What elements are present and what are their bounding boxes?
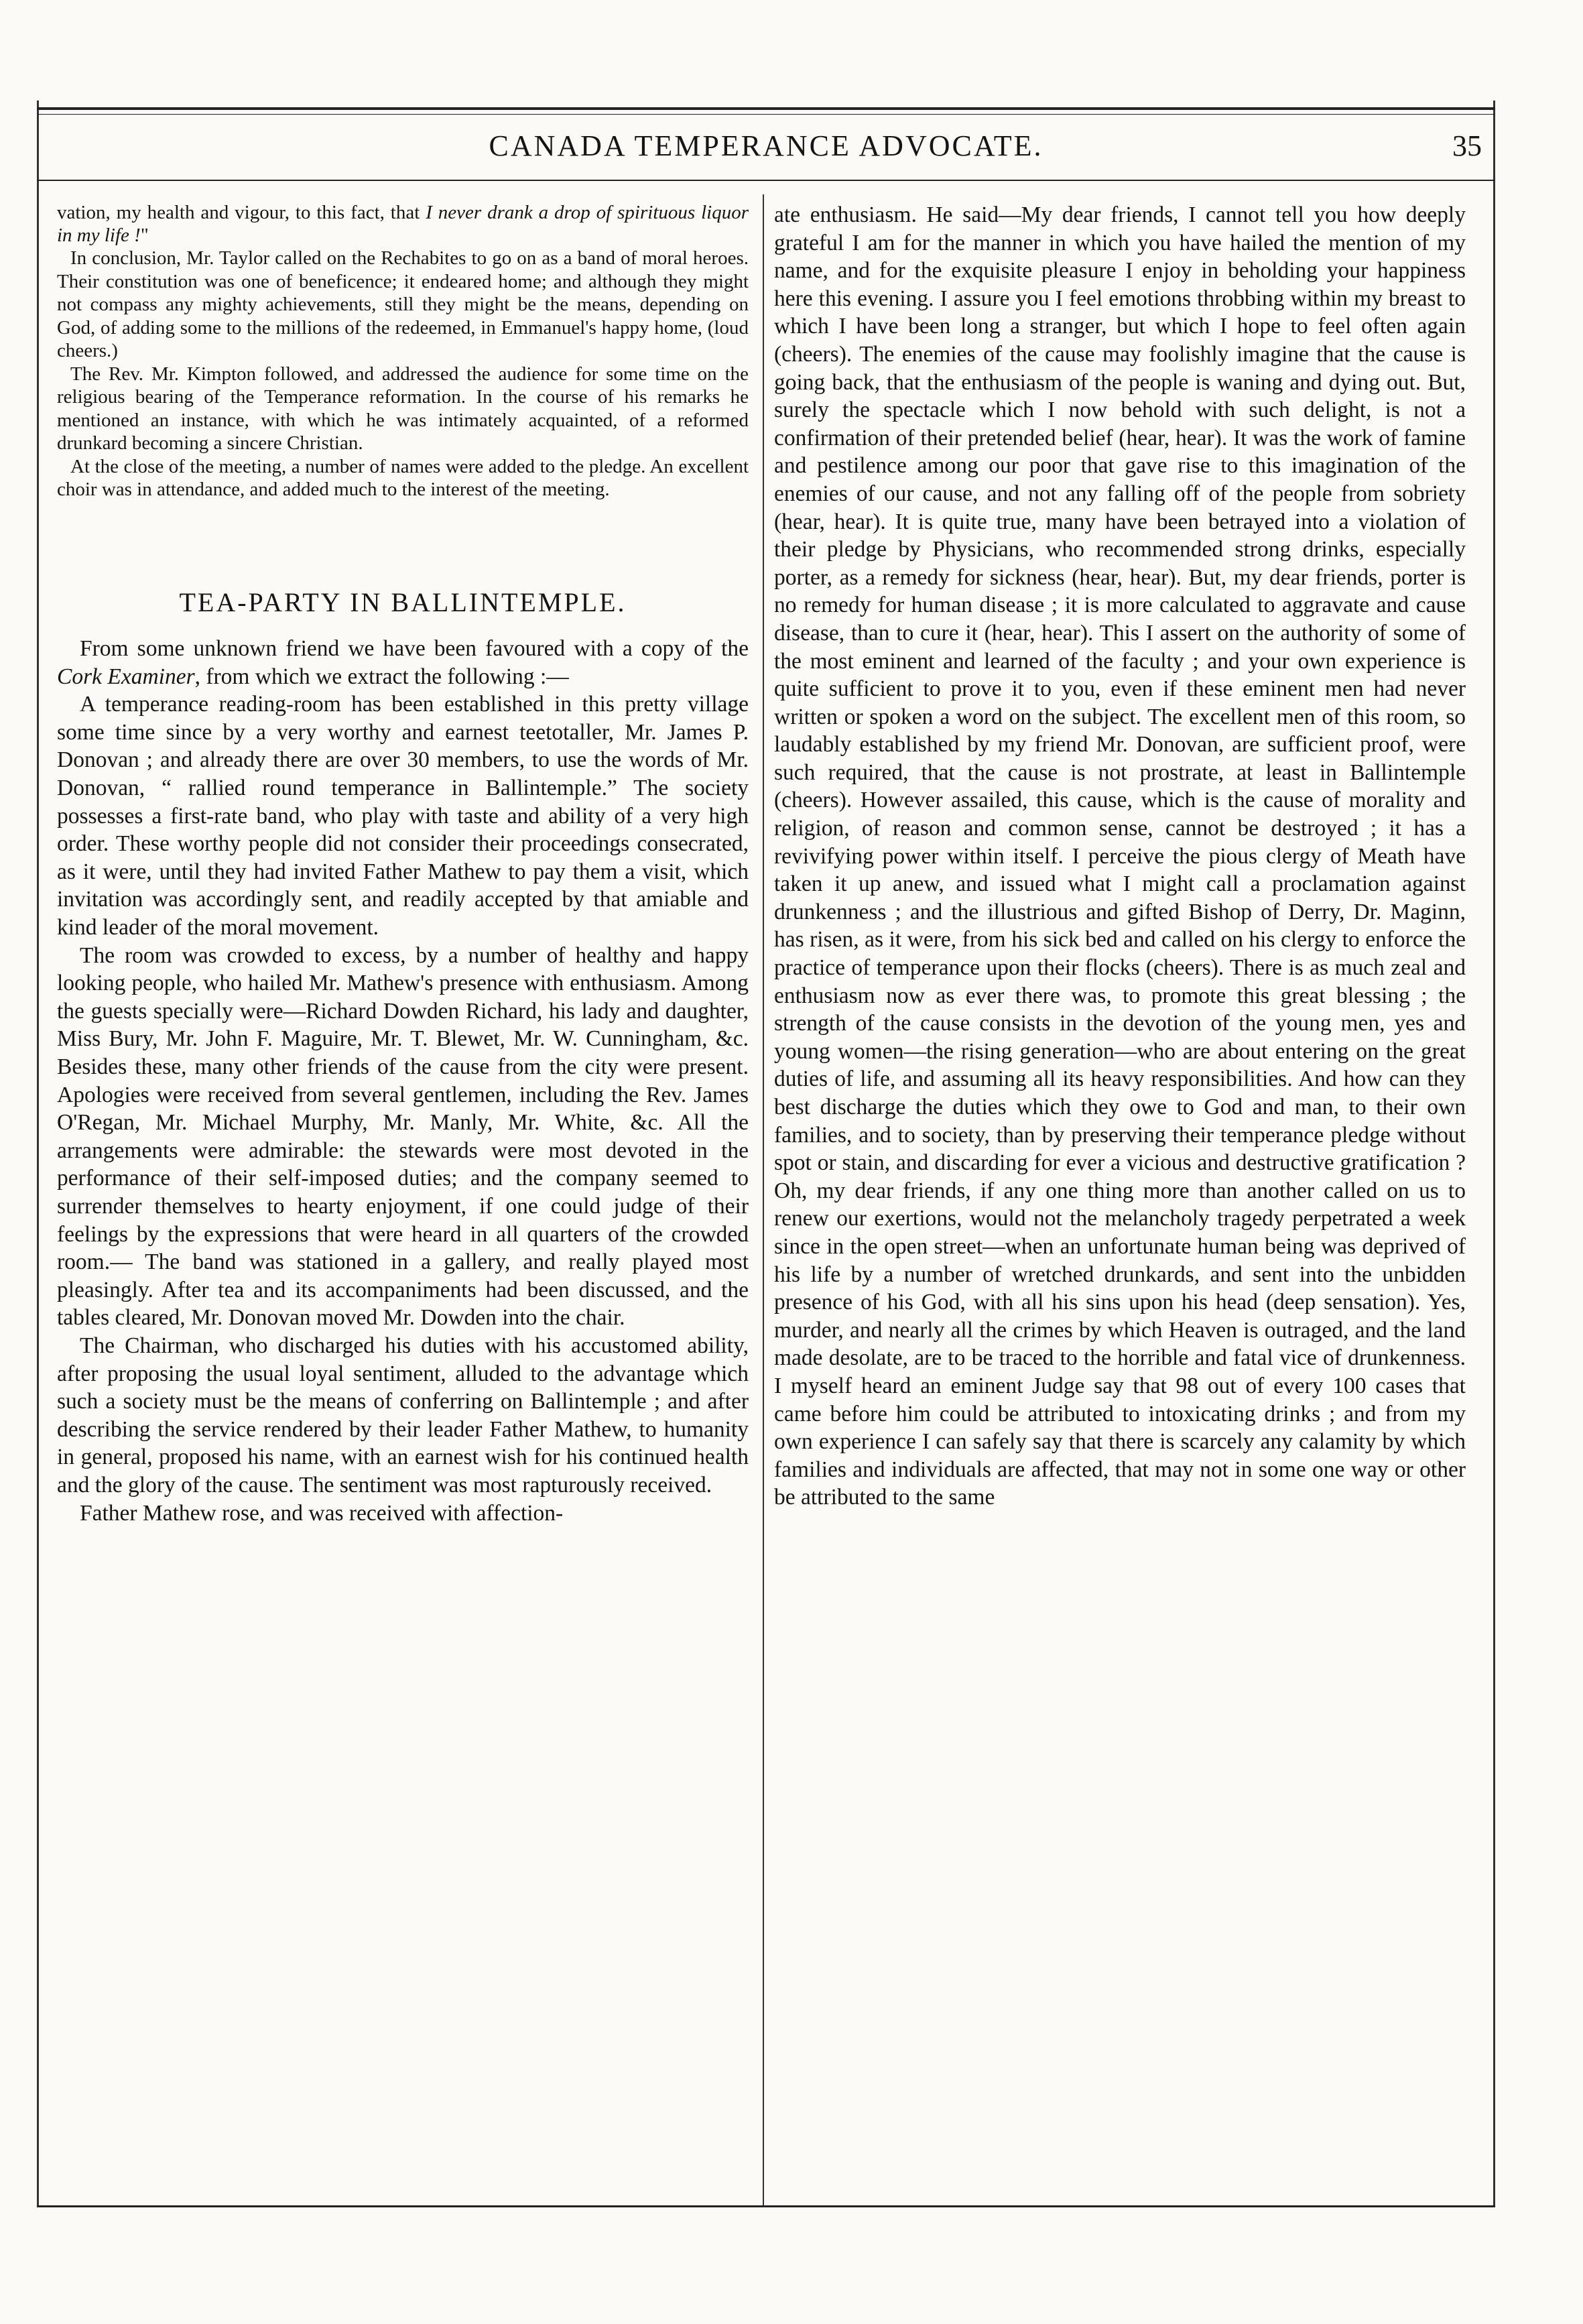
page-number: 35 [1452,129,1482,162]
paragraph-continuation: vation, my health and vigour, to this fact, that I never drank a drop of spirituous liquor in my life !" [57,202,749,246]
column-divider [763,194,764,2205]
paragraph-intro: From some unknown friend we have been favoured with a copy of the Cork Examiner, from which we extract the following :— [57,636,749,689]
paragraph-conclusion: In conclusion, Mr. Taylor called on the Rechabites to go on as a band of moral heroes. Their constitution was one of beneficence; it endeared home; and although they might not compass any mighty achievements, still they might be the means, depending on God, of adding some to the millions of the redeemed, in Emmanuel's happy home, (loud cheers.) [57,247,749,361]
paragraph-speech: ate enthusiasm. He said—My dear friends, I cannot tell you how deeply grateful I am for the manner in which you have hailed the mention of my name, and for the exquisite pleasure I enjoy in beholding your happiness here this evening. I assure you I feel emotions throbbing within my breast to which I have been long a stranger, but which I hope to feel often again (cheers). The enemies of the cause may foolishly imagine that the cause is going back, that the enthusiasm of the people is waning and dying out. But, surely the spectacle which I now behold with such delight, is not a confirmation of their pretended belief (hear, hear). It was the work of famine and pestilence among our poor that gave rise to this imagination of the enemies of our cause, and not any falling off of the people from sobriety (hear, hear). It is quite true, many have been betrayed into a violation of their pledge by Physicians, who recommended strong drinks, especially porter, as a remedy for sickness (hear, hear). But, my dear friends, porter is no remedy for human disease ; it is more calculated to aggravate and cause disease, than to cure it (hear, hear). This I assert on the authority of some of the most eminent and learned of the faculty ; and your own experience is quite sufficient to prove it to you, even if these eminent men had never written or spoken a word on the subject. The excellent men of this room, so laudably established by my friend Mr. Donovan, are sufficient proof, were such required, that the cause is not prostrate, at least in Ballintemple (cheers). However assailed, this cause, which is the cause of morality and religion, of reason and common sense, cannot be destroyed ; it has a revivifying power within itself. I perceive the pious clergy of Meath have taken it up anew, and issued what I might call a proclamation against drunkenness ; and the illustrious and gifted Bishop of Derry, Dr. Maginn, has risen, as it were, from his sick bed and called on his clergy to enforce the practice of temperance upon their flocks (cheers). There is as much zeal and enthusiasm now as ever there was, to promote this great blessing ; the strength of the cause consists in the devotion of the young men, yes and young women—the rising generation—who are about entering on the great duties of life, and assuming all its heavy responsibilities. And how can they best discharge the duties which they owe to God and man, to their own families, and to society, than by preserving their temperance pledge without spot or stain, and discarding for ever a vicious and destructive gratification ? Oh, my dear friends, if any one thing more than another called on us to renew our exertions, would not the melancholy tragedy perpetrated a week since in the open street—when an unfortunate human being was deprived of his life by a number of wretched drunkards, and sent into the unbidden presence of his God, with all his sins upon his head (deep sensation). Yes, murder, and nearly all the crimes by which Heaven is outraged, and the land made desolate, are to be traced to the horrible and fatal vice of drunkenness. I myself heard an eminent Judge say that 98 out of every 100 cases that came before him could be attributed to intoxicating drinks ; and from my own experience I can safely say that there is scarcely any calamity by which families and individuals are affected, that may not in some one way or other be attributed to the same [774,202,1466,1510]
section-title: TEA-PARTY IN BALLINTEMPLE. [179,587,627,617]
paragraph-father-mathew-rose: Father Mathew rose, and was received with affection- [80,1500,564,1526]
paragraph-crowded-room: The room was crowded to excess, by a number of healthy and happy looking people, who hailed Mr. Mathew's presence with enthusiasm. Among the guests specially were—Richard Dowden Richard, his lady and daughter, Miss Bury, Mr. John F. Maguire, Mr. T. Blewet, Mr. W. Cunningham, &c. Besides these, many other friends of the cause from the city were present. Apologies were received from several gentlemen, including the Rev. James O'Regan, Mr. Michael Murphy, Mr. Manly, Mr. White, &c. All the arrangements were admirable: the stewards were most devoted in the performance of their self-imposed duties; and the company seemed to surrender themselves to hearty enjoyment, if one could judge of their feelings by the expressions that were heard in all quarters of the crowded room.— The band was stationed in a gallery, and really played most pleasingly. After tea and its accompaniments had been discussed, and the tables cleared, Mr. Donovan moved Mr. Dowden into the chair. [57,942,749,1331]
paragraph-chairman: The Chairman, who discharged his duties with his accustomed ability, after proposing the usual loyal sentiment, alluded to the advantage which such a society must be the means of conferring on Ballintemple ; and after describing the service rendered by their leader Father Mathew, to humanity in general, proposed his name, with an earnest wish for his continued health and the glory of the cause. The sentiment was most rapturously received. [57,1333,749,1497]
italic-newspaper-name: Cork Examiner [57,664,195,689]
bottom-rule [37,2205,1495,2207]
paragraph-close-of-meeting: At the close of the meeting, a number of names were added to the pledge. An excellent choir was in attendance, and added much to the interest of the meeting. [57,455,749,500]
left-column [57,201,749,1527]
running-title: CANADA TEMPERANCE ADVOCATE. [489,129,1043,162]
running-head [37,129,1495,169]
paragraph-kimpton: The Rev. Mr. Kimpton followed, and addressed the audience for some time on the religious bearing of the Temperance reformation. In the course of his remarks he mentioned an instance, with which he was intimately acquainted, of a reformed drunkard becoming a sincere Christian. [57,363,749,454]
header-rule [37,180,1495,181]
paragraph-reading-room: A temperance reading-room has been established in this pretty village some time since by a very worthy and earnest teetotaller, Mr. James P. Donovan ; and already there are over 30 members, to use the words of Mr. Donovan, “ rallied round temperance in Ballintemple.” The society possesses a first-rate band, who play with taste and ability of a very high order. These worthy people did not consider their proceedings consecrated, as it were, until they had invited Father Mathew to pay them a visit, which invitation was accordingly sent, and readily accepted by that amiable and kind leader of the moral movement. [57,692,749,940]
top-rule-thick [37,107,1495,110]
italic-quote: I never drank a drop of spirituous liquor in my life ! [57,202,749,246]
top-rule-thin [37,114,1495,115]
right-column [774,201,1466,1512]
